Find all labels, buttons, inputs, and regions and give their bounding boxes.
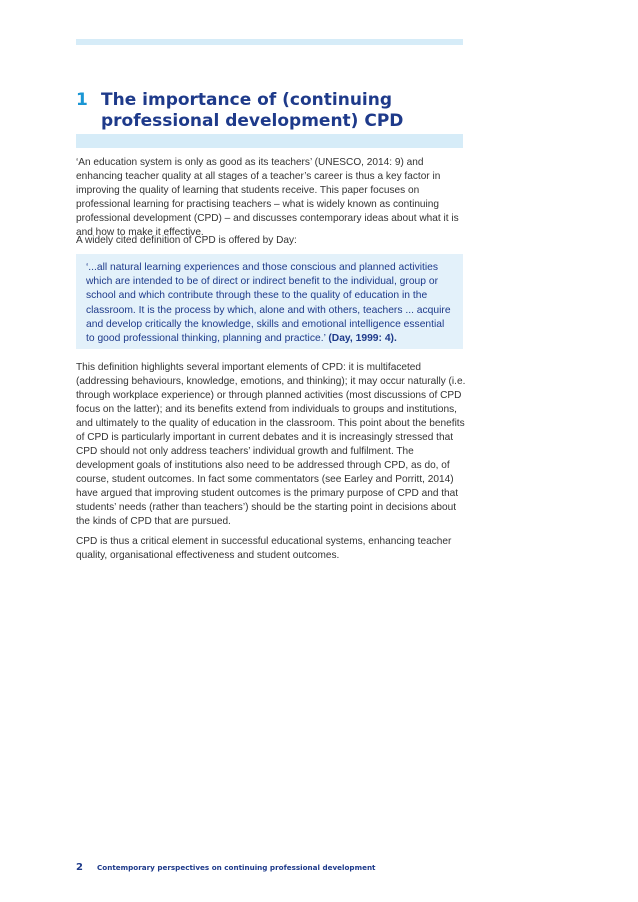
definition-lead-paragraph: A widely cited definition of CPD is offered by Day:	[76, 235, 297, 246]
section-heading	[76, 90, 476, 132]
conclusion-paragraph: CPD is thus a critical element in successful educational systems, enhancing teacher quality, organisational effectiveness and student outcomes.	[76, 536, 452, 561]
page-footer	[76, 862, 376, 873]
top-accent-bar	[76, 39, 463, 45]
section-title: The importance of (continuing professional development) CPD	[101, 90, 404, 131]
running-title: Contemporary perspectives on continuing professional development	[97, 863, 376, 872]
heading-underline-bar	[76, 134, 463, 148]
intro-paragraph: ‘An education system is only as good as its teachers’ (UNESCO, 2014: 9) and enhancing teacher quality at all stages of a teacher’s career is thus a key factor in improving the quality of learning that students receive. This paper focuses on professional learning for practising teachers – what is widely known as continuing professional development (CPD) – and discusses contemporary ideas about what it is and how to make it effective.	[76, 157, 459, 238]
section-number: 1	[76, 90, 88, 110]
definition-quote	[76, 254, 463, 349]
analysis-paragraph: This definition highlights several important elements of CPD: it is multifaceted (addressing behaviours, knowledge, emotions, and thinking); it may occur naturally (i.e. through workplace experience) or through planned activities (most discussions of CPD focus on the latter); and its benefits extend from individuals to groups and institutions, and ultimately to the quality of education in the classroom. This point about the benefits of CPD is particularly important in current debates and it is increasingly stressed that CPD should not only address teachers’ individual growth and fulfilment. The development goals of institutions also need to be addressed through CPD, as do, of course, student outcomes. In fact some commentators (see Earley and Porritt, 2014) have argued that improving student outcomes is the primary purpose of CPD and that students’ needs (rather than teachers’) should be the starting point in decisions about the kinds of CPD that are pursued.	[76, 362, 466, 527]
page-number: 2	[76, 862, 83, 873]
quote-text: ‘...all natural learning experiences and those conscious and planned activities which are intended to be of direct or indirect benefit to the individual, group or school and which contribute through these to the quality of education in the classroom. It is the process by which, alone and with others, teachers ... acquire and develop critically the knowledge, skills and emotional intelligence essential to good professional thinking, planning and practice.’	[86, 262, 451, 345]
quote-citation: (Day, 1999: 4).	[328, 333, 397, 345]
